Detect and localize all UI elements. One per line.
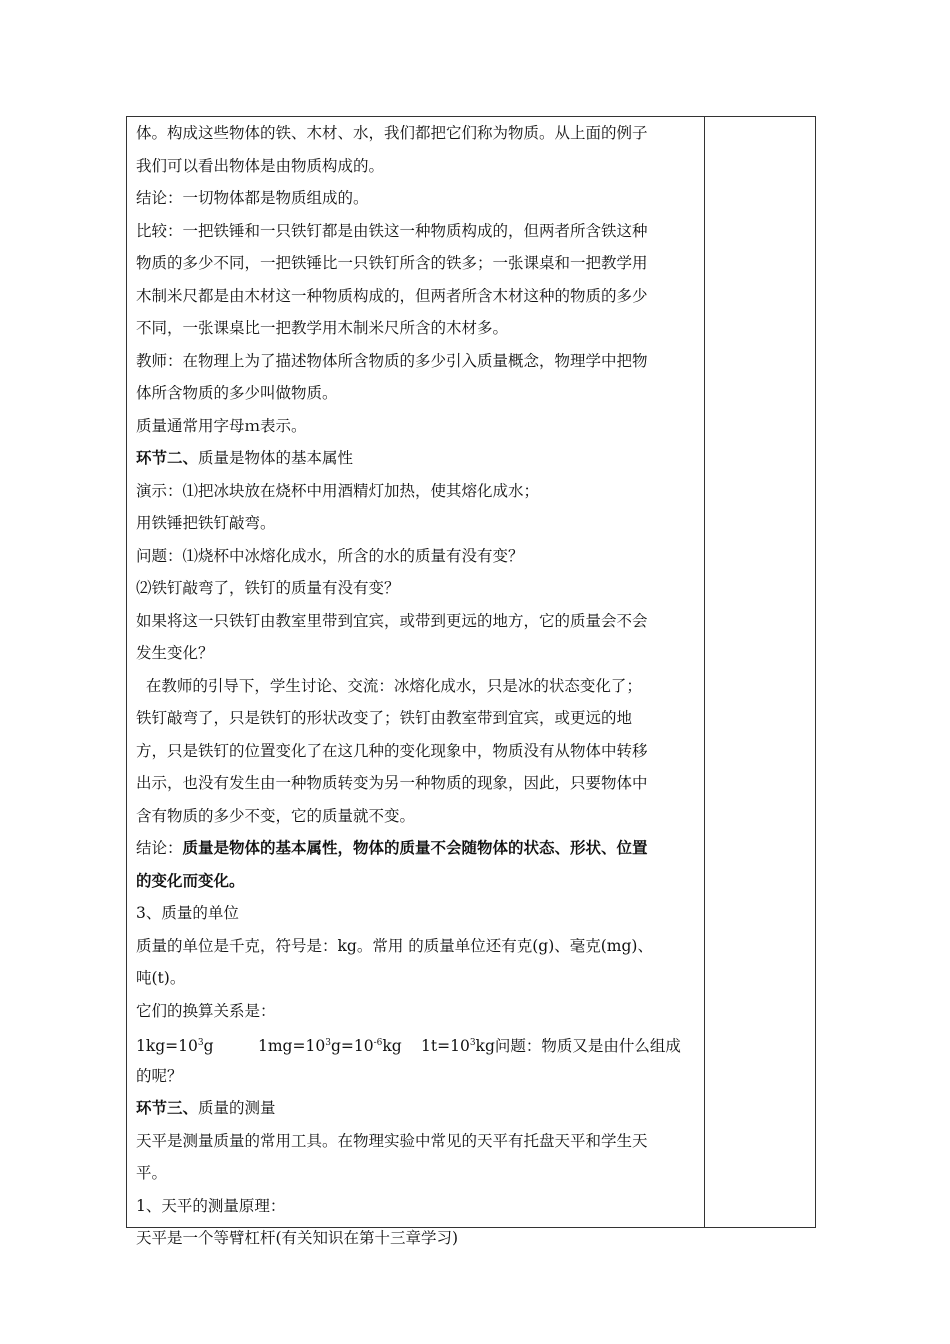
text-line: 我们可以看出物体是由物质构成的。 — [136, 156, 385, 175]
text-line: 3、质量的单位 — [136, 904, 239, 922]
section3-rest: 质量的测量 — [198, 1099, 276, 1117]
text-line: 在教师的引导下，学生讨论、交流：冰熔化成水，只是冰的状态变化了； — [136, 676, 642, 695]
conclusion-line — [136, 832, 698, 865]
text-line: 比较：一把铁锤和一只铁钉都是由铁这一种物质构成的，但两者所含铁这种 — [136, 221, 648, 240]
lesson-table — [126, 116, 816, 1247]
t-conversion: 1t=103kg — [421, 1037, 495, 1055]
text-line: 的呢？ — [136, 1066, 183, 1085]
text-line: 吨(t)。 — [136, 969, 186, 987]
question-text: 问题：物质又是由什么组成 — [494, 1037, 681, 1055]
column-divider — [704, 117, 705, 1227]
conclusion-prefix: 结论： — [136, 839, 183, 857]
text-line: 如果将这一只铁钉由教室里带到宜宾，或带到更远的地方，它的质量会不会 — [136, 611, 648, 630]
text-line: 铁钉敲弯了，只是铁钉的形状改变了；铁钉由教室带到宜宾，或更远的地 — [136, 709, 633, 727]
section2-title: 环节二、 — [136, 448, 199, 467]
text-line: 物质的多少不同，一把铁锤比一只铁钉所含的铁多；一张课桌和一把教学用 — [136, 254, 648, 272]
text-line: 发生变化？ — [136, 644, 214, 662]
text-line: 结论：一切物体都是物质组成的。 — [136, 189, 369, 207]
text-line: 演示：⑴把冰块放在烧杯中用酒精灯加热，使其熔化成水； — [136, 481, 540, 500]
section3-heading — [136, 1092, 698, 1125]
lesson-content — [136, 117, 698, 1255]
text-line: 质量的单位是千克，符号是：kg。常用 的质量单位还有克(g)、毫克(mg)、 — [136, 936, 653, 955]
text-line: 用铁锤把铁钉敲弯。 — [136, 514, 276, 532]
text-line: 平。 — [136, 1164, 168, 1182]
text-line: 出示，也没有发生由一种物质转变为另一种物质的现象，因此，只要物体中 — [136, 774, 648, 792]
text-line: 1、天平的测量原理： — [136, 1196, 286, 1215]
mg-conversion: 1mg=103g=10-6kg — [258, 1037, 402, 1055]
text-line: 天平是测量质量的常用工具。在物理实验中常见的天平有托盘天平和学生天 — [136, 1131, 648, 1150]
text-line: 含有物质的多少不变，它的质量就不变。 — [136, 806, 416, 825]
unit-conversion-line — [136, 1027, 698, 1060]
text-line: 教师：在物理上为了描述物体所含物质的多少引入质量概念，物理学中把物 — [136, 351, 648, 370]
text-line: 天平是一个等臂杠杆(有关知识在第十三章学习) — [136, 1229, 459, 1247]
text-line: 体所含物质的多少叫做物质。 — [136, 384, 338, 402]
conclusion-bold: 质量是物体的基本属性，物体的质量不会随物体的状态、形状、位置 — [182, 838, 648, 857]
kg-conversion: 1kg=103g — [136, 1037, 214, 1055]
section2-heading — [136, 442, 698, 475]
text-line: 不同，一张课桌比一把教学用木制米尺所含的木材多。 — [136, 319, 509, 337]
text-line: 质量通常用字母ｍ表示。 — [136, 416, 307, 435]
text-line: 体。构成这些物体的铁、木材、水，我们都把它们称为物质。从上面的例子 — [136, 124, 648, 142]
text-line: ⑵铁钉敲弯了，铁钉的质量有没有变？ — [136, 579, 400, 597]
text-line: 它们的换算关系是： — [136, 1001, 276, 1020]
section3-title: 环节三、 — [136, 1098, 199, 1117]
section2-rest: 质量是物体的基本属性 — [198, 449, 354, 467]
text-line: 方，只是铁钉的位置变化了在这几种的变化现象中，物质没有从物体中转移 — [136, 741, 648, 760]
text-line: 问题：⑴烧杯中冰熔化成水，所含的水的质量有没有变？ — [136, 546, 524, 565]
conclusion-line-2: 的变化而变化。 — [136, 870, 245, 890]
text-line: 木制米尺都是由木材这一种物质构成的，但两者所含木材这种的物质的多少 — [136, 286, 648, 305]
